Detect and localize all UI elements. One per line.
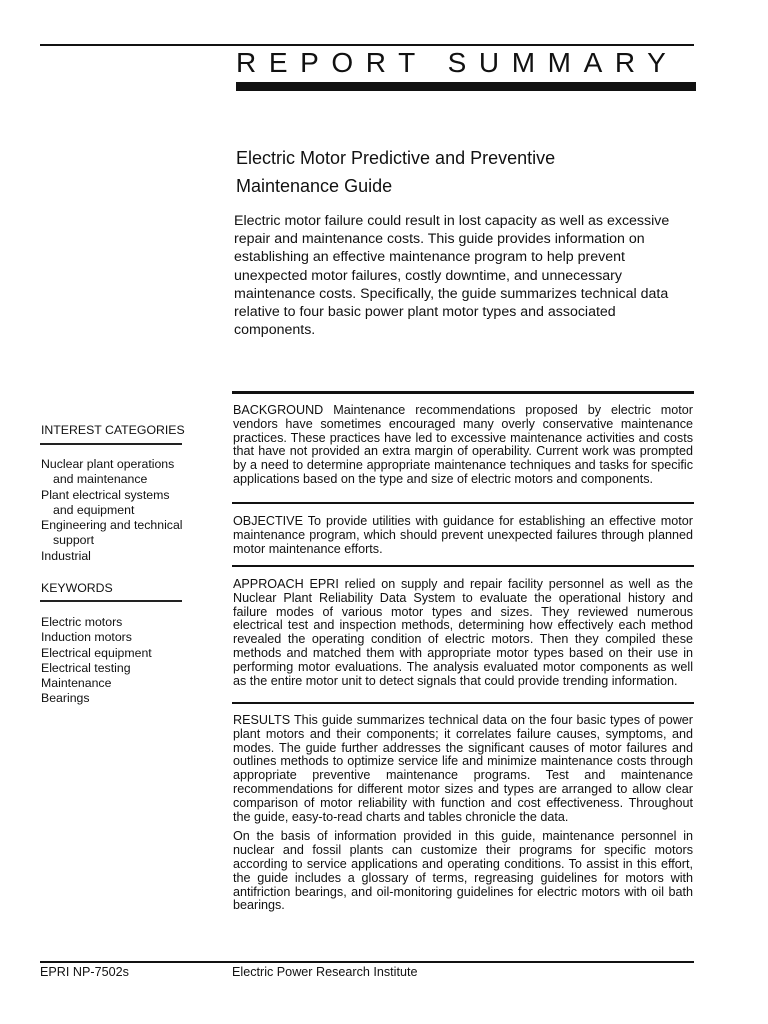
objective-rule [232,502,694,504]
keyword-item: Electrical testing [41,660,131,675]
interest-item: Industrial [41,548,91,563]
interest-categories-heading: INTEREST CATEGORIES [41,423,185,437]
approach-text: APPROACH EPRI relied on supply and repair facility personnel as well as the Nuclear Plant Reliability Data System to evaluate the operational history and failure modes of various motor types and sizes. They reviewed numerous electrical test and inspection methods, determining how effectively each method revealed the operating condition of electric motors. Then they compiled these methods and matched them with appropriate motor types based on their use in performing motor evaluations. The analysis evaluated motor components as well as the entire motor unit to detect signals that could provide trending information. [233,577,693,688]
interest-item: Nuclear plant operations [41,457,175,471]
background-section [233,404,693,487]
keyword-item: Electrical equipment [41,645,152,660]
document-title-line-2: Maintenance Guide [236,176,393,196]
publisher-name: Electric Power Research Institute [232,965,418,979]
interest-item: support [53,533,95,548]
summary-paragraph: Electric motor failure could result in lost capacity as well as excessive repair and maintenance costs. This guide provides information on establishing an effective maintenance program to help prevent unexpected motor failures, costly downtime, and unnecessary maintenance costs. Specifically, the guide summarizes technical data relative to four basic power plant motor types and associated components. [234,213,670,339]
interest-item: and maintenance [53,472,148,487]
objective-section [233,515,693,556]
results-rule [232,702,694,704]
report-title: REPORT SUMMARY [236,47,679,78]
interest-categories-list [41,457,191,564]
interest-item: Engineering and technical [41,518,183,533]
background-text: BACKGROUND Maintenance recommendations proposed by electric motor vendors have sometimes encouraged many overly conservative maintenance practices. These practices have led to excessive maintenance activities and costs that have not provided an extra margin of operability. Current work was prompted by a need to determine appropriate maintenance techniques and tasks for specific applications based on the type and size of electric motors and components. [233,403,693,486]
approach-section [233,578,693,688]
results-text-1: RESULTS This guide summarizes technical data on the four basic types of power plant motors and their components; it correlates failure causes, symptoms, and modes. The guide further addresses the significant causes of motor failures and outlines methods to optimize service life and minimize maintenance costs through appropriate preventive maintenance programs. Test and maintenance recommendations for different motor sizes and types are arranged to allow clear comparison of motor reliability with function and cost effectiveness. Throughout the guide, easy-to-read charts and tables chronicle the data. [233,713,693,824]
keywords-rule [40,600,182,602]
keywords-heading: KEYWORDS [41,581,113,595]
interest-categories-rule [40,443,182,445]
report-number: EPRI NP-7502s [40,965,129,979]
keyword-item: Maintenance [41,676,112,691]
approach-rule [232,565,694,567]
background-rule [232,391,694,394]
document-title [236,144,676,200]
objective-text: OBJECTIVE To provide utilities with guidance for establishing an effective motor maintenance program, which should prevent unexpected failures through planned motor maintenance efforts. [233,514,693,556]
results-section [233,714,693,913]
interest-item: Plant electrical systems [41,487,170,502]
keywords-list [41,615,191,707]
interest-item: and equipment [53,502,135,517]
document-title-line-1: Electric Motor Predictive and Preventive [236,148,556,168]
title-bar [236,82,696,91]
keyword-item: Induction motors [41,630,132,645]
keyword-item: Electric motors [41,615,123,629]
footer-rule [40,961,694,963]
results-text-2: On the basis of information provided in this guide, maintenance personnel in nuclear and fossil plants can customize their programs for specific motors according to service applications and operating conditions. To assist in this effort, the guide includes a glossary of terms, regreasing guidelines for motors with antifriction bearings, and oil-monitoring guidelines for electric motors with oil bath bearings. [233,829,693,913]
keyword-item: Bearings [41,691,90,706]
